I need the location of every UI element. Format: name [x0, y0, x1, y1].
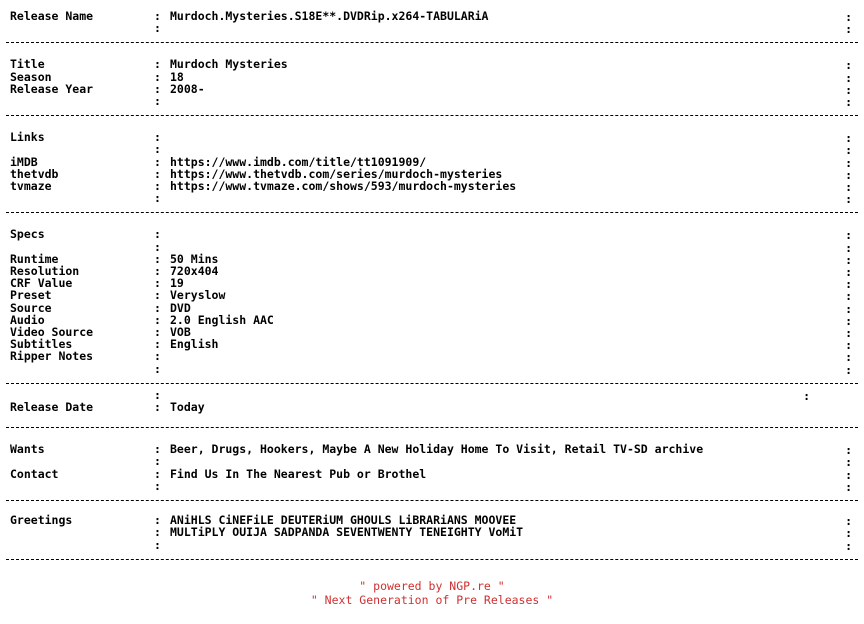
colon-separator: : [154, 251, 161, 266]
colon-separator: : [154, 81, 161, 96]
colon-separator: : [154, 454, 161, 469]
colon-right: : [845, 82, 852, 97]
colon-separator: : [154, 349, 161, 364]
colon-right: : [845, 362, 852, 377]
spec-row-source [6, 302, 858, 314]
crf-value: 19 [170, 276, 184, 291]
contact-value: Find Us In The Nearest Pub or Brothel [170, 466, 427, 481]
colon-separator: : [154, 69, 161, 84]
colon-separator: : [154, 513, 161, 528]
info-spacer-row [6, 94, 858, 110]
release-name-spacer-row [6, 21, 858, 37]
colon-right: : [845, 538, 852, 553]
release-date-section [0, 389, 864, 423]
wants-row [6, 442, 858, 458]
runtime-label: Runtime [10, 251, 59, 266]
divider [0, 111, 864, 121]
colon-right: : [845, 143, 852, 158]
colon-right: : [845, 70, 852, 85]
season-label: Season [10, 69, 52, 84]
ripper-notes-label: Ripper Notes [10, 349, 94, 364]
colon-separator: : [154, 179, 161, 194]
colon-right: : [845, 301, 852, 316]
links-heading: Links [10, 130, 45, 145]
colon-right: : [803, 388, 810, 403]
specs-heading-row [6, 227, 858, 243]
colon-separator: : [154, 142, 161, 157]
specs-spacer-row [6, 241, 858, 253]
colon-right: : [845, 95, 852, 110]
spec-row-preset [6, 288, 858, 304]
colon-separator: : [154, 337, 161, 352]
subtitles-value: English [170, 337, 219, 352]
footer [0, 579, 864, 607]
colon-separator: : [154, 442, 161, 457]
divider [0, 423, 864, 433]
source-label: Source [10, 300, 52, 315]
colon-separator: : [154, 191, 161, 206]
colon-right: : [845, 155, 852, 170]
spec-row-video-source [6, 325, 858, 341]
colon-separator: : [154, 312, 161, 327]
spec-row-resolution [6, 264, 858, 280]
colon-right: : [845, 252, 852, 267]
wants-section [0, 433, 864, 496]
release-date-row [6, 401, 858, 413]
release-year-label: Release Year [10, 81, 94, 96]
divider [0, 208, 864, 218]
links-section [0, 121, 864, 208]
colon-separator: : [154, 166, 161, 181]
info-row [6, 71, 858, 83]
release-name-value: Murdoch.Mysteries.S18E**.DVDRip.x264-TABULARiA [170, 9, 489, 23]
resolution-label: Resolution [10, 264, 80, 279]
release-name-row [6, 10, 858, 22]
colon-right: : [845, 265, 852, 280]
title-label: Title [10, 57, 45, 72]
tvmaze-url[interactable]: https://www.tvmaze.com/shows/593/murdoch-mysteries [170, 179, 517, 194]
contact-row [6, 468, 858, 480]
greetings-label: Greetings [10, 513, 73, 528]
subtitles-label: Subtitles [10, 337, 73, 352]
colon-separator: : [154, 227, 161, 242]
audio-label: Audio [10, 312, 45, 327]
colon-separator: : [154, 276, 161, 291]
divider [0, 38, 864, 48]
colon-right: : [845, 131, 852, 146]
specs-section [0, 218, 864, 378]
imdb-url[interactable]: https://www.imdb.com/title/tt1091909/ [170, 154, 427, 169]
colon-separator: : [154, 525, 161, 540]
colon-right: : [845, 180, 852, 195]
colon-right: : [845, 526, 852, 541]
colon-separator: : [154, 537, 161, 552]
wants-spacer-row [6, 454, 858, 470]
greetings-line-1: ANiHLS CiNEFiLE DEUTERiUM GHOULS LiBRARiANS MOOVEE [170, 513, 517, 528]
colon-right: : [845, 443, 852, 458]
colon-separator: : [154, 300, 161, 315]
colon-separator: : [154, 466, 161, 481]
colon-separator: : [154, 21, 161, 36]
season-value: 18 [170, 69, 184, 84]
audio-value: 2.0 English AAC [170, 312, 274, 327]
colon-right: : [845, 22, 852, 37]
spec-row-audio [6, 314, 858, 326]
footer-powered-by: " powered by NGP.re " [359, 578, 505, 593]
thetvdb-url[interactable]: https://www.thetvdb.com/series/murdoch-mysteries [170, 166, 503, 181]
source-value: DVD [170, 300, 191, 315]
contact-spacer-row [6, 480, 858, 492]
colon-separator: : [154, 478, 161, 493]
preset-value: Veryslow [170, 288, 226, 303]
colon-right: : [845, 228, 852, 243]
imdb-label: iMDB [10, 154, 38, 169]
colon-separator: : [154, 130, 161, 145]
release-date-label: Release Date [10, 400, 94, 415]
greetings-line-2: MULTiPLY OUIJA SADPANDA SEVENTWENTY TENEIGHTY VoMiT [170, 525, 524, 540]
release-date-spacer-row [6, 389, 858, 401]
spec-row-ripper-notes [6, 349, 858, 365]
video-source-label: Video Source [10, 325, 94, 340]
wants-label: Wants [10, 442, 45, 457]
colon-right: : [845, 192, 852, 207]
specs-heading: Specs [10, 227, 45, 242]
resolution-value: 720x404 [170, 264, 219, 279]
runtime-value: 50 Mins [170, 251, 219, 266]
spec-row-runtime [6, 253, 858, 265]
info-row [6, 57, 858, 73]
specs-spacer-row [6, 363, 858, 375]
colon-separator: : [154, 9, 161, 23]
tvmaze-label: tvmaze [10, 179, 52, 194]
wants-value: Beer, Drugs, Hookers, Maybe A New Holiday Home To Visit, Retail TV-SD archive [170, 442, 704, 457]
release-name-section [0, 0, 864, 38]
colon-separator: : [154, 239, 161, 254]
colon-separator: : [154, 57, 161, 72]
colon-right: : [845, 10, 852, 24]
release-date-value: Today [170, 400, 205, 415]
greetings-section [0, 506, 864, 555]
links-heading-row [6, 130, 858, 146]
colon-separator: : [154, 361, 161, 376]
colon-right: : [845, 289, 852, 304]
footer-tagline: " Next Generation of Pre Releases " [310, 592, 554, 607]
colon-right: : [845, 514, 852, 529]
colon-right: : [845, 313, 852, 328]
colon-right: : [845, 479, 852, 494]
colon-right: : [845, 467, 852, 482]
link-row-imdb[interactable] [6, 156, 858, 168]
divider [0, 496, 864, 506]
spec-row-crf [6, 276, 858, 292]
colon-right: : [845, 277, 852, 292]
release-name-label: Release Name [10, 9, 94, 23]
greetings-row-2 [6, 525, 858, 541]
colon-separator: : [154, 288, 161, 303]
title-value: Murdoch Mysteries [170, 57, 288, 72]
video-source-value: VOB [170, 325, 191, 340]
thetvdb-label: thetvdb [10, 166, 59, 181]
crf-label: CRF Value [10, 276, 73, 291]
link-row-tvmaze[interactable] [6, 179, 858, 195]
colon-right: : [845, 455, 852, 470]
colon-right: : [845, 326, 852, 341]
release-year-value: 2008- [170, 81, 205, 96]
contact-label: Contact [10, 466, 59, 481]
divider [0, 555, 864, 565]
spec-row-subtitles [6, 337, 858, 353]
colon-separator: : [154, 94, 161, 109]
divider [0, 379, 864, 389]
colon-separator: : [154, 400, 161, 415]
links-spacer-row [6, 142, 858, 158]
colon-right: : [845, 167, 852, 182]
info-row [6, 83, 858, 95]
colon-separator: : [154, 264, 161, 279]
colon-right: : [845, 240, 852, 255]
links-spacer-row [6, 191, 858, 207]
info-section [0, 48, 864, 111]
colon-right: : [845, 58, 852, 73]
greetings-spacer-row [6, 539, 858, 551]
colon-separator: : [154, 325, 161, 340]
colon-right: : [845, 350, 852, 365]
colon-right: : [845, 338, 852, 353]
preset-label: Preset [10, 288, 52, 303]
colon-separator: : [154, 154, 161, 169]
colon-separator: : [154, 387, 161, 402]
